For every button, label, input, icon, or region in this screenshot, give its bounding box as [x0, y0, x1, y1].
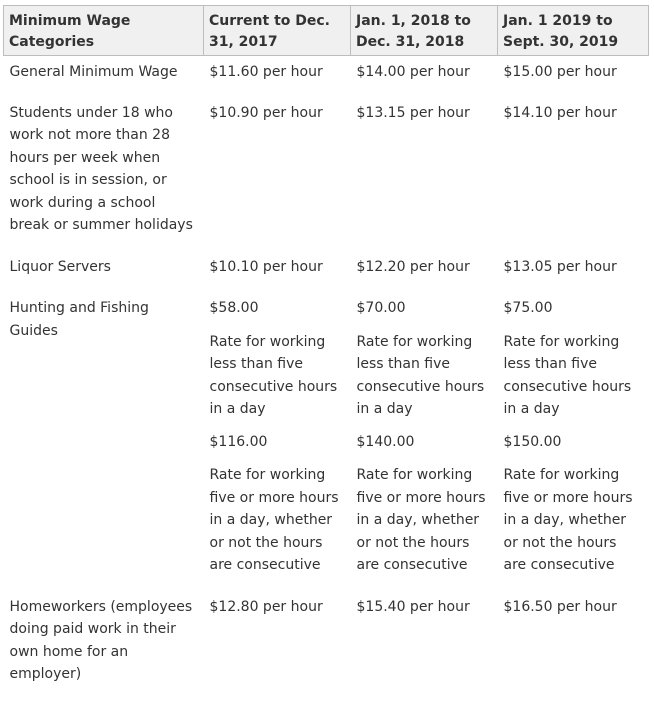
guide-rate-cell	[351, 293, 498, 592]
minimum-wage-table	[3, 5, 649, 701]
row-category: Homeworkers (employees doing paid work in their own home for an employer)	[9, 598, 193, 682]
rate-cell: $13.15 per hour	[356, 104, 470, 121]
rate-description: Rate for working five or more hours in a day, whether or not the hours are consecutive	[503, 467, 633, 573]
rate-cell: $14.00 per hour	[356, 64, 470, 80]
rate-amount: $58.00	[209, 300, 259, 316]
header-2018-period: Jan. 1, 2018 to Dec. 31, 2018	[351, 6, 498, 56]
row-category: Students under 18 who work not more than 28 hours per week when school is in session, or work during a school break or summer holidays	[9, 104, 193, 233]
rate-amount: $116.00	[209, 433, 268, 450]
table-row	[4, 592, 649, 701]
rate-cell: $13.05 per hour	[503, 258, 617, 275]
header-current-period: Current to Dec. 31, 2017	[204, 6, 351, 56]
table-row	[4, 98, 649, 252]
rate-description: Rate for working less than five consecutive hours in a day	[209, 333, 338, 417]
rate-description: Rate for working five or more hours in a day, whether or not the hours are consecutive	[356, 467, 486, 573]
guide-rate-cell	[498, 293, 649, 592]
rate-description: Rate for working less than five consecutive hours in a day	[503, 333, 632, 417]
table-header	[4, 6, 649, 56]
header-categories: Minimum Wage Categories	[4, 6, 204, 56]
rate-cell: $11.60 per hour	[209, 64, 323, 80]
row-category: General Minimum Wage	[9, 64, 178, 80]
table-row	[4, 293, 649, 592]
table-row	[4, 252, 649, 294]
header-row	[4, 6, 649, 56]
rate-cell: $10.10 per hour	[209, 258, 323, 275]
rate-cell: $16.50 per hour	[503, 598, 617, 615]
guide-rate-cell	[204, 293, 351, 592]
row-category: Hunting and Fishing Guides	[9, 300, 149, 339]
rate-cell: $15.00 per hour	[503, 64, 617, 80]
table-body	[4, 56, 649, 701]
rate-amount: $150.00	[503, 433, 562, 450]
rate-cell: $10.90 per hour	[209, 104, 323, 121]
header-2019-period: Jan. 1 2019 to Sept. 30, 2019	[498, 6, 649, 56]
rate-cell: $14.10 per hour	[503, 104, 617, 121]
table-row	[4, 56, 649, 98]
rate-amount: $70.00	[356, 300, 406, 316]
rate-cell: $12.80 per hour	[209, 598, 323, 615]
rate-amount: $140.00	[356, 433, 415, 450]
rate-amount: $75.00	[503, 300, 553, 316]
rate-cell: $12.20 per hour	[356, 258, 470, 275]
rate-description: Rate for working five or more hours in a day, whether or not the hours are consecutive	[209, 467, 339, 573]
row-category: Liquor Servers	[9, 258, 111, 275]
rate-description: Rate for working less than five consecutive hours in a day	[356, 333, 485, 417]
rate-cell: $15.40 per hour	[356, 598, 470, 615]
